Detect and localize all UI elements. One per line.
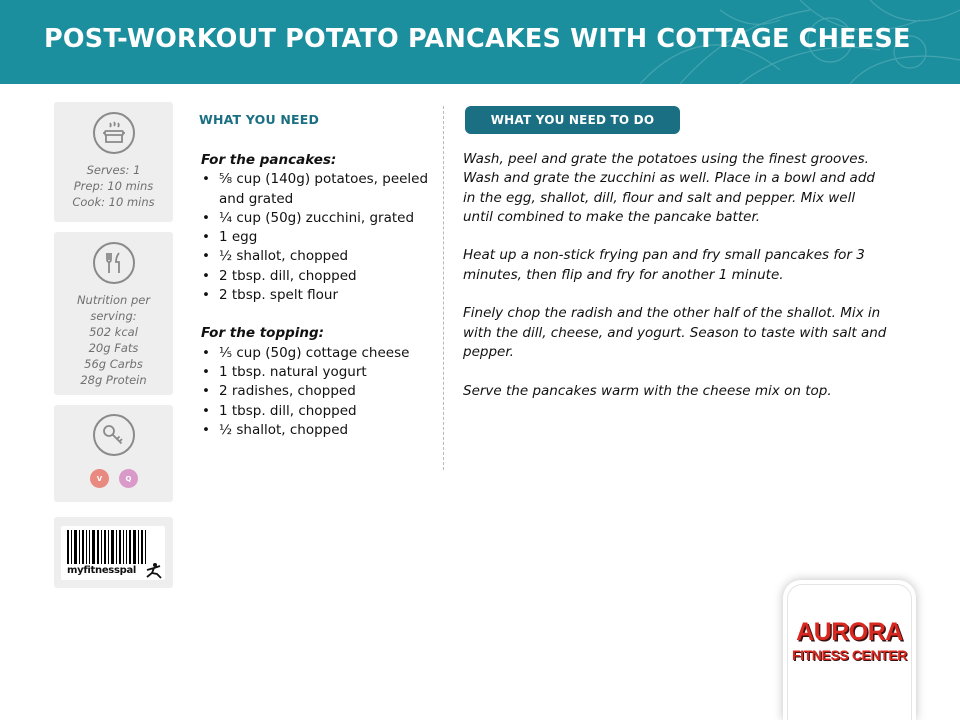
list-item: • ½ shallot, chopped bbox=[201, 421, 437, 440]
serves-text: Serves: 1 bbox=[86, 163, 141, 177]
page-title: POST-WORKOUT POTATO PANCAKES WITH COTTAGE CHEESE bbox=[44, 24, 911, 54]
nutrition-label: Nutrition per bbox=[76, 293, 151, 307]
vegetarian-badge: V bbox=[90, 469, 109, 488]
quick-badge: Q bbox=[119, 469, 138, 488]
fork-knife-icon bbox=[93, 242, 135, 284]
header-banner bbox=[0, 0, 960, 84]
list-item: • 2 tbsp. dill, chopped bbox=[201, 267, 437, 286]
aurora-fitness-logo bbox=[783, 580, 916, 720]
topping-group-title: For the topping: bbox=[201, 325, 325, 342]
logo-line-fitness-center: FITNESS CENTER bbox=[792, 647, 907, 663]
carbs-value: 56g Carbs bbox=[84, 357, 143, 371]
list-item: • 1 tbsp. dill, chopped bbox=[201, 402, 437, 421]
list-item: • ⅝ cup (140g) potatoes, peeled and grated bbox=[201, 170, 437, 209]
running-figure-icon bbox=[143, 562, 163, 579]
serves-card bbox=[54, 102, 173, 222]
instructions-text bbox=[463, 150, 888, 420]
list-item: • ½ shallot, chopped bbox=[201, 247, 437, 266]
pancakes-group-title: For the pancakes: bbox=[201, 152, 337, 168]
protein-value: 28g Protein bbox=[80, 373, 147, 387]
tags-card bbox=[54, 405, 173, 502]
myfitnesspal-wordmark: myfitnesspal bbox=[67, 565, 137, 576]
what-you-need-heading: WHAT YOU NEED bbox=[199, 112, 320, 127]
logo-line-aurora: AURORA bbox=[796, 618, 903, 646]
list-item: • 1 egg bbox=[201, 228, 437, 247]
instruction-step: Serve the pancakes warm with the cheese mix on top. bbox=[463, 382, 832, 399]
nutrition-card bbox=[54, 232, 173, 395]
barcode-stripes bbox=[67, 530, 159, 564]
fats-value: 20g Fats bbox=[88, 341, 139, 355]
list-item: • 2 radishes, chopped bbox=[201, 382, 437, 401]
column-divider bbox=[443, 106, 444, 470]
list-item: • 2 tbsp. spelt flour bbox=[201, 286, 437, 305]
instruction-step: Finely chop the radish and the other half of the shallot. Mix in with the dill, cheese, and yogurt. Season to taste with salt and pepper. bbox=[463, 305, 887, 360]
kcal-value: 502 kcal bbox=[89, 325, 138, 339]
cook-time-text: Cook: 10 mins bbox=[72, 195, 155, 209]
barcode-card bbox=[54, 517, 173, 588]
list-item: • 1 tbsp. natural yogurt bbox=[201, 363, 437, 382]
prep-time-text: Prep: 10 mins bbox=[73, 179, 154, 193]
ingredients-list bbox=[201, 151, 437, 440]
instruction-step: Heat up a non-stick frying pan and fry small pancakes for 3 minutes, then flip and fry for another 1 minute. bbox=[463, 247, 865, 283]
nutrition-label-2: serving: bbox=[90, 309, 137, 323]
key-icon bbox=[93, 414, 135, 456]
list-item: • ¼ cup (50g) zucchini, grated bbox=[201, 209, 437, 228]
list-item: • ⅕ cup (50g) cottage cheese bbox=[201, 344, 437, 363]
instruction-step: Wash, peel and grate the potatoes using the finest grooves. Wash and grate the zucchini as well. Place in a bowl and add in the egg, shallot, dill, flour and salt and pepper. Mix well until combined to make the pancake batter. bbox=[463, 151, 875, 225]
what-you-need-to-do-heading: WHAT YOU NEED TO DO bbox=[465, 106, 680, 134]
barcode-icon bbox=[61, 526, 165, 580]
cooking-pot-icon bbox=[93, 112, 135, 154]
